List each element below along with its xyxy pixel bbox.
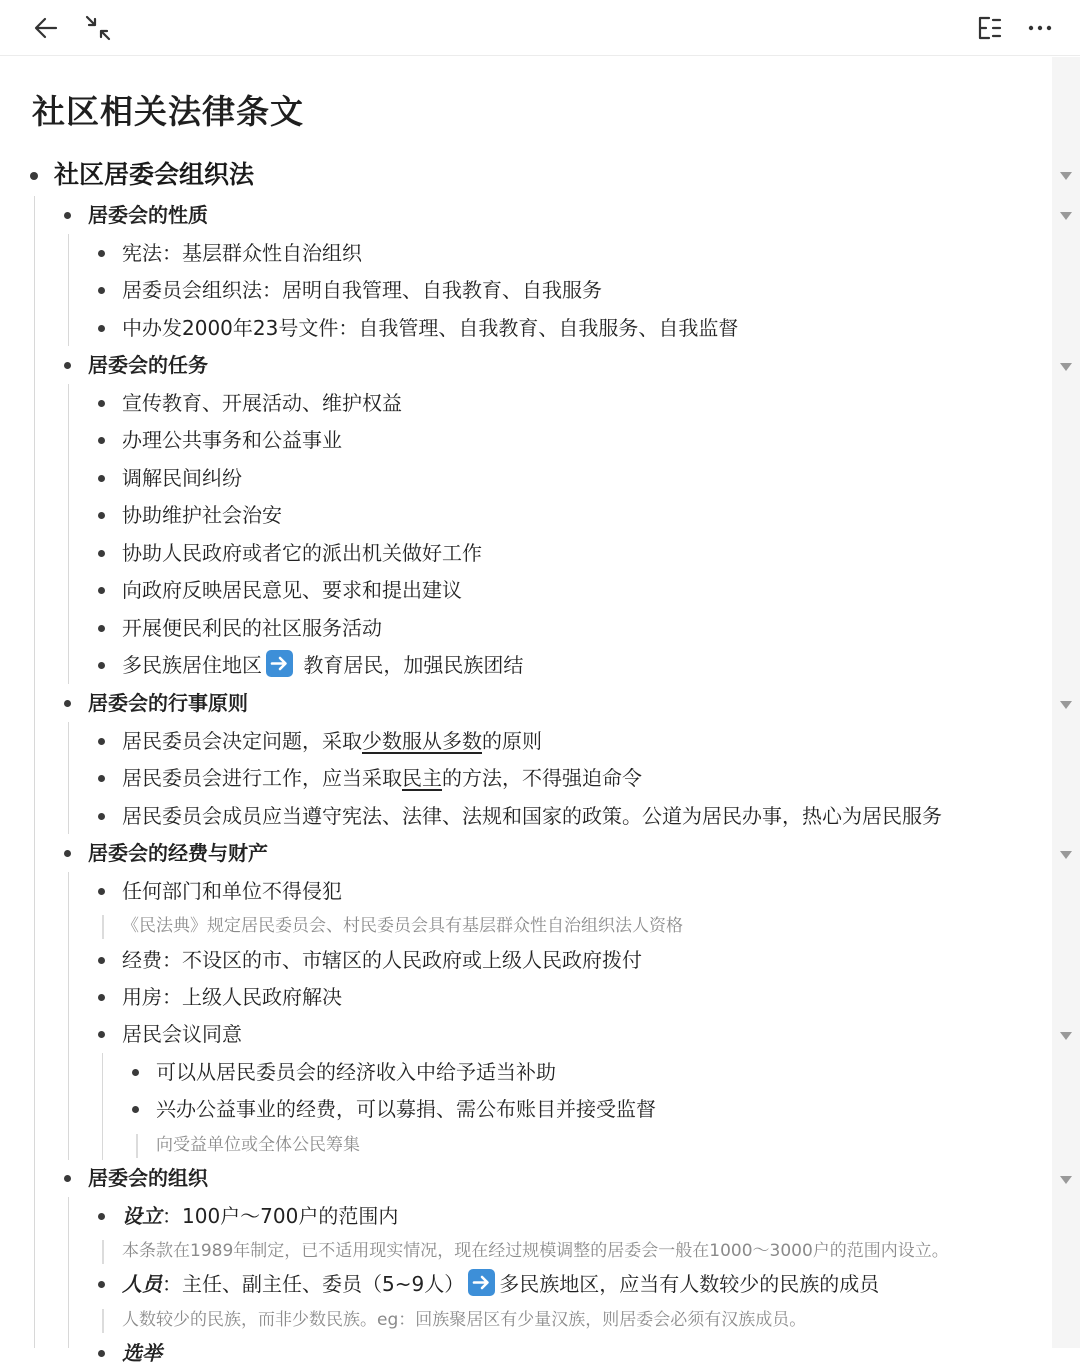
bullet-icon	[98, 287, 105, 294]
note-block: 向受益单位或全体公民筹集	[0, 1130, 1052, 1160]
bullet-icon	[30, 172, 38, 180]
bullet-icon	[98, 888, 105, 895]
list-item[interactable]: 向政府反映居民意见、要求和提出建议	[0, 571, 1052, 609]
note-block: 《民法典》规定居民委员会、村民委员会具有基层群众性自治组织法人资格	[0, 911, 1052, 941]
list-item[interactable]: 居委会的组织	[0, 1159, 1052, 1197]
list-item[interactable]: 居民会议同意	[0, 1015, 1052, 1053]
bullet-icon	[98, 775, 105, 782]
note-bar	[102, 1240, 104, 1264]
list-item[interactable]: 任何部门和单位不得侵犯	[0, 872, 1052, 910]
bullet-icon	[98, 475, 105, 482]
list-item[interactable]: 居民委员会进行工作，应当采取民主的方法，不得强迫命令	[0, 759, 1052, 797]
list-item[interactable]: 居民委员会成员应当遵守宪法、法律、法规和国家的政策。公道为居民办事，热心为居民服务	[0, 797, 1052, 835]
collapse-toggle-icon[interactable]	[1058, 1174, 1074, 1186]
bullet-icon	[98, 813, 105, 820]
bullet-icon	[98, 625, 105, 632]
bullet-icon	[98, 437, 105, 444]
outline-icon[interactable]	[968, 8, 1008, 48]
list-item[interactable]: 用房：上级人民政府解决	[0, 978, 1052, 1016]
note-block: 本条款在1989年制定，已不适用现实情况，现在经过规模调整的居委会一般在1000～3000户的范围内设立。	[0, 1236, 1052, 1266]
list-item[interactable]: 居委会的性质	[0, 196, 1052, 234]
note-bar	[102, 1309, 104, 1333]
list-item[interactable]: 可以从居民委员会的经济收入中给予适当补助	[0, 1053, 1052, 1091]
bullet-icon	[98, 957, 105, 964]
bullet-icon	[98, 325, 105, 332]
bullet-icon	[98, 662, 105, 669]
collapse-toggle-icon[interactable]	[1058, 1030, 1074, 1042]
list-item[interactable]: 经费：不设区的市、市辖区的人民政府或上级人民政府拨付	[0, 941, 1052, 979]
collapse-toggle-icon[interactable]	[1058, 170, 1074, 182]
top-toolbar	[0, 0, 1080, 56]
bullet-icon	[98, 1350, 105, 1357]
collapse-toggle-icon[interactable]	[1058, 849, 1074, 861]
bullet-icon	[64, 212, 71, 219]
collapse-toggle-icon[interactable]	[1058, 361, 1074, 373]
collapse-toggle-icon[interactable]	[1058, 699, 1074, 711]
bullet-icon	[98, 1031, 105, 1038]
bullet-icon	[132, 1106, 139, 1113]
bullet-icon	[64, 1175, 71, 1182]
right-arrow-icon	[468, 1269, 495, 1296]
list-item[interactable]: 办理公共事务和公益事业	[0, 421, 1052, 459]
bullet-icon	[98, 1213, 105, 1220]
list-item[interactable]: 居委会的行事原则	[0, 684, 1052, 722]
list-item[interactable]: 协助维护社会治安	[0, 496, 1052, 534]
list-item[interactable]: 居委会的任务	[0, 346, 1052, 384]
note-bar	[102, 915, 104, 939]
list-item[interactable]: 居民委员会决定问题，采取少数服从多数的原则	[0, 722, 1052, 760]
list-item[interactable]: 选举	[0, 1334, 1052, 1372]
bullet-icon	[98, 994, 105, 1001]
bullet-icon	[98, 550, 105, 557]
list-item[interactable]: 设立：100户～700户的范围内	[0, 1197, 1052, 1235]
bullet-icon	[64, 362, 71, 369]
list-item[interactable]: 宪法：基层群众性自治组织	[0, 234, 1052, 272]
shrink-icon[interactable]	[78, 8, 118, 48]
list-item[interactable]: 开展便民利民的社区服务活动	[0, 609, 1052, 647]
list-item[interactable]: 居委会的经费与财产	[0, 834, 1052, 872]
list-item[interactable]: 中办发2000年23号文件：自我管理、自我教育、自我服务、自我监督	[0, 309, 1052, 347]
bullet-icon	[132, 1069, 139, 1076]
bullet-icon	[98, 1281, 105, 1288]
list-item[interactable]: 调解民间纠纷	[0, 459, 1052, 497]
note-block: 人数较少的民族，而非少数民族。eg：回族聚居区有少量汉族，则居委会必须有汉族成员。	[0, 1305, 1052, 1335]
right-arrow-icon	[266, 650, 293, 677]
bullet-icon	[64, 700, 71, 707]
bullet-icon	[98, 512, 105, 519]
list-item[interactable]: 人员：主任、副主任、委员（5~9人） 多民族地区，应当有人数较少的民族的成员	[0, 1265, 1052, 1303]
list-item[interactable]: 居委员会组织法：居明自我管理、自我教育、自我服务	[0, 271, 1052, 309]
more-icon[interactable]	[1020, 8, 1060, 48]
bullet-icon	[98, 400, 105, 407]
back-arrow-icon[interactable]	[26, 8, 66, 48]
page-title: 社区相关法律条文	[32, 92, 304, 131]
bullet-icon	[98, 738, 105, 745]
list-item[interactable]: 多民族居住地区 教育居民，加强民族团结	[0, 646, 1052, 684]
bullet-icon	[98, 250, 105, 257]
bullet-icon	[64, 850, 71, 857]
bullet-icon	[98, 587, 105, 594]
list-item[interactable]: 宣传教育、开展活动、维护权益	[0, 384, 1052, 422]
note-bar	[136, 1134, 138, 1158]
list-item[interactable]: 兴办公益事业的经费，可以募捐、需公布账目并接受监督	[0, 1090, 1052, 1128]
collapse-toggle-icon[interactable]	[1058, 210, 1074, 222]
list-item[interactable]: 协助人民政府或者它的派出机关做好工作	[0, 534, 1052, 572]
list-item[interactable]: 社区居委会组织法	[0, 156, 1052, 194]
